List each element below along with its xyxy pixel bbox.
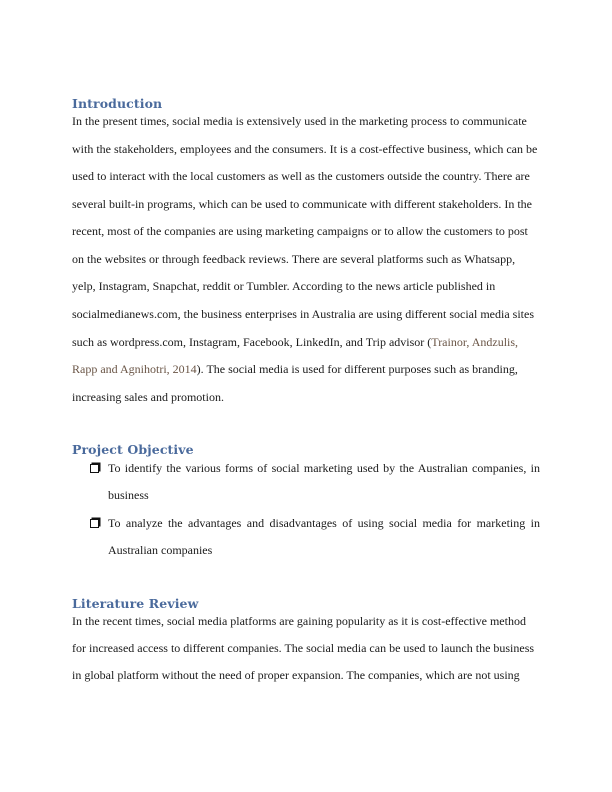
literature-review-heading: Literature Review: [72, 596, 199, 611]
literature-line: In the recent times, social media platforms are gaining popularity as it is cost-effective method: [72, 614, 526, 628]
intro-line: used to interact with the local customers as well as the customers outside the country. There are: [72, 169, 530, 183]
checkbox-bullet-icon: [90, 519, 99, 528]
intro-line: [72, 335, 518, 349]
intro-line: increasing sales and promotion.: [72, 390, 224, 404]
citation-link[interactable]: Rapp and Agnihotri, 2014: [72, 362, 197, 376]
bullet-item-line: To analyze the advantages and disadvantages of using social media for marketing in: [108, 516, 540, 530]
checkbox-bullet-icon: [90, 464, 99, 473]
intro-line: In the present times, social media is extensively used in the marketing process to communicate: [72, 114, 527, 128]
bullet-item-line: business: [108, 488, 149, 502]
intro-line: on the websites or through feedback reviews. There are several platforms such as Whatsapp,: [72, 252, 516, 266]
literature-line: in global platform without the need of proper expansion. The companies, which are not using: [72, 668, 520, 682]
intro-line: socialmedianews.com, the business enterprises in Australia are using different social media sites: [72, 307, 534, 321]
intro-text: ). The social media is used for different purposes such as branding,: [196, 362, 518, 376]
bullet-item-line: To identify the various forms of social marketing used by the Australian companies, in: [108, 461, 540, 475]
intro-line: several built-in programs, which can be used to communicate with different stakeholders. In the: [72, 197, 532, 211]
bullet-item-line: Australian companies: [108, 543, 213, 557]
intro-line: yelp, Instagram, Snapchat, reddit or Tumbler. According to the news article published in: [72, 279, 496, 293]
intro-text: such as wordpress.com, Instagram, Facebook, LinkedIn, and Trip advisor (: [72, 335, 432, 349]
project-objective-heading: Project Objective: [72, 442, 194, 457]
intro-line: with the stakeholders, employees and the consumers. It is a cost-effective business, which can be: [72, 142, 538, 156]
intro-line: recent, most of the companies are using marketing campaigns or to allow the customers to post: [72, 224, 528, 238]
introduction-heading: Introduction: [72, 96, 163, 111]
intro-line: [72, 362, 518, 376]
citation-link[interactable]: Trainor, Andzulis,: [431, 335, 519, 349]
literature-line: for increased access to different companies. The social media can be used to launch the business: [72, 641, 535, 655]
